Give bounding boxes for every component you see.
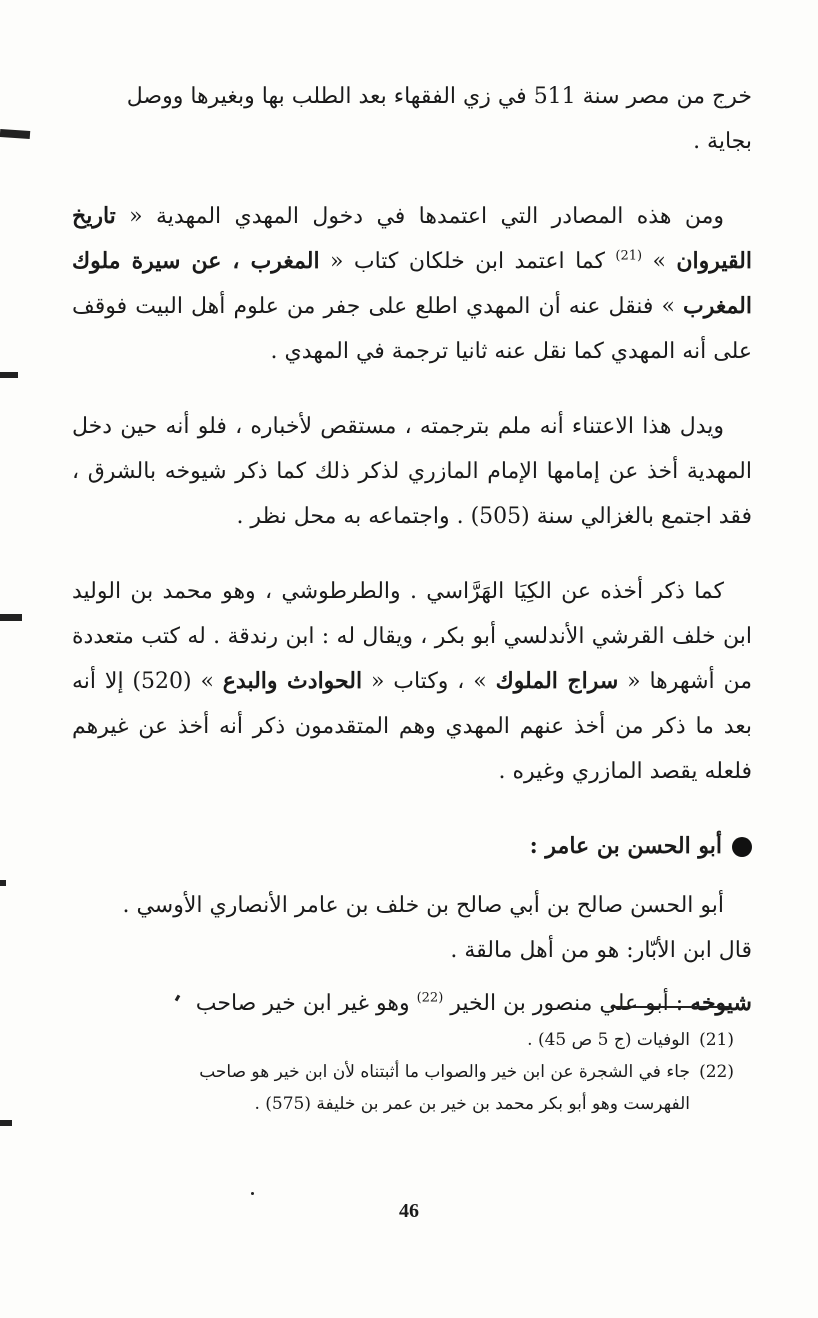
book-title-tarikh-alqayrawan: تاريخ القيروان <box>72 203 752 274</box>
teachers-text-2: وهو غير ابن خير صاحب <box>195 991 417 1016</box>
paragraph-1-line-1: خرج من مصر سنة 511 في زي الفقهاء بعد الطلب بها وبغيرها ووصل <box>126 84 752 109</box>
footnote-text: الوفيات (ج 5 ص 45) . <box>527 1030 690 1050</box>
section-quote-line: قال ابن الأبّار: هو من أهل مالقة . <box>450 938 752 963</box>
footnote-number: (22) <box>699 1062 734 1082</box>
paragraph-1 <box>72 74 752 164</box>
scan-mark <box>0 129 30 139</box>
footnote-text: جاء في الشجرة عن ابن خير والصواب ما أثبتناه لأن ابن خير هو صاحب <box>199 1062 690 1082</box>
paragraph-4-span-1: كما ذكر أخذه عن الكِيَا الهَرَّاسي . والطرطوشي ، وهو محمد بن الوليد ابن خلف القرشي الأندلسي أبو بكر ، ويقال له : ابن رندقة . له كتب متعددة من أشهرها « <box>72 579 753 694</box>
scan-mark <box>251 1192 254 1195</box>
paragraph-3-text <box>72 404 752 539</box>
scan-mark <box>0 880 6 886</box>
paragraph-2-span-4: » فنقل عنه أن المهدي اطلع على جفر من علوم أهل البيت فوقف على أنه المهدي كما نقل عنه ثانيا ترجمة في المهدي . <box>72 294 752 364</box>
paragraph-3 <box>72 404 752 539</box>
paragraph-2-text <box>72 194 752 374</box>
paragraph-2 <box>72 194 752 374</box>
section-teachers-line <box>72 981 752 1026</box>
footnote-ref-22: (22) <box>416 990 444 1006</box>
teachers-text-1: : أبو علي منصور بن الخير <box>443 991 691 1016</box>
paragraph-4-text <box>72 569 752 794</box>
footnote-number: (21) <box>699 1030 734 1050</box>
scan-mark <box>0 1120 12 1126</box>
page-number: 46 <box>399 1200 419 1222</box>
paragraph-1-line-2: بجاية . <box>693 129 752 154</box>
teachers-label: شيوخه <box>690 990 752 1016</box>
bullet-icon <box>732 837 752 857</box>
book-title-almaghrib: المغرب ، عن سيرة ملوك المغرب <box>72 248 752 319</box>
book-title-alhawadith-walbida: الحوادث والبدع <box>222 668 363 694</box>
paragraph-2-span-2: » <box>642 249 677 274</box>
paragraph-2-span-1: ومن هذه المصادر التي اعتمدها في دخول المهدي المهدية « <box>115 204 724 229</box>
paragraph-4-span-3: » (520) إلا أنه بعد ما ذكر من أخذ عنهم المهدي وهم المتقدمون ذكر أنه أخذ عن غيرهم فلعله يقصد المازري وغيره . <box>72 669 752 784</box>
footnote-21 <box>58 1024 734 1056</box>
scan-mark <box>0 372 18 378</box>
footnote-separator <box>612 1006 730 1008</box>
paragraph-2-span-3: كما اعتمد ابن خلكان كتاب « <box>319 249 616 274</box>
section-heading <box>72 824 752 869</box>
section-name-text: أبو الحسن صالح بن أبي صالح بن خلف بن عامر الأنصاري الأوسي . <box>122 893 724 918</box>
paragraph-4 <box>72 569 752 794</box>
scan-mark <box>0 614 22 621</box>
section-heading-text: أبو الحسن بن عامر : <box>529 833 722 859</box>
footnote-ref-21: (21) <box>615 248 643 264</box>
footnote-22 <box>58 1056 734 1088</box>
footnote-22-continuation: الفهرست وهو أبو بكر محمد بن خير بن عمر بن خليفة (575) . <box>254 1094 690 1114</box>
paragraph-4-span-2: » ، وكتاب « <box>362 669 496 694</box>
paragraph-3-span: ويدل هذا الاعتناء أنه ملم بترجمته ، مستقص لأخباره ، فلو أنه حين دخل المهدية أخذ عن إمامها الإمام المازري لذكر ذلك كما ذكر شيوخه بالشرق ، فقد اجتمع بالغزالي سنة (505) . واجتماعه به محل نظر . <box>72 414 752 529</box>
footnotes <box>58 1024 734 1120</box>
book-title-siraj-almuluk: سراج الملوك <box>495 668 619 694</box>
section-name-line <box>72 883 752 928</box>
main-text <box>72 74 752 1026</box>
section-body <box>72 883 752 1026</box>
